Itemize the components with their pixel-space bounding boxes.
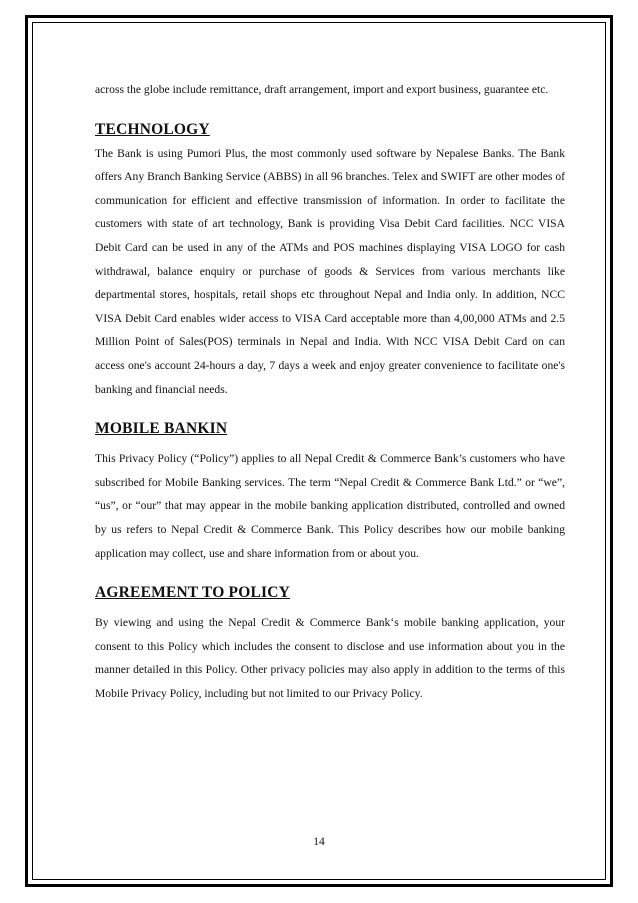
page-number: 14 [313, 836, 325, 848]
technology-paragraph: The Bank is using Pumori Plus, the most commonly used software by Nepalese Banks. The Bank offers Any Branch Banking Service (ABBS) in all 96 branches. Telex and SWIFT are other modes of communication for efficient and effective transmission of information. In order to facilitate the customers with state of art technology, Bank is providing Visa Debit Card facilities. NCC VISA Debit Card can be used in any of the ATMs and POS machines displaying VISA LOGO for cash withdrawal, balance enquiry or purchase of goods & Services from various merchants like departmental stores, hospitals, retail shops etc throughout Nepal and India only. In addition, NCC VISA Debit Card enables wider access to VISA Card acceptable more than 4,00,000 ATMs and 2.5 Million Point of Sales(POS) terminals in Nepal and India. With NCC VISA Debit Card on can access one's account 24-hours a day, 7 days a week and enjoy greater convenience to facilitate one's banking and financial needs. [95, 146, 565, 396]
intro-paragraph: across the globe include remittance, draft arrangement, import and export business, guarantee etc. [95, 83, 549, 96]
technology-heading: TECHNOLOGY [95, 120, 210, 138]
mobile-banking-heading: MOBILE BANKIN [95, 420, 228, 438]
mobile-banking-paragraph: This Privacy Policy (“Policy”) applies to all Nepal Credit & Commerce Bank’s customers who have subscribed for Mobile Banking services. The term “Nepal Credit & Commerce Bank Ltd.” or “we”, “us”, or “our” that may appear in the mobile banking application distributed, controlled and owned by us refers to Nepal Credit & Commerce Bank. This Policy describes how our mobile banking application may collect, use and share information from or about you. [95, 452, 565, 560]
agreement-heading: AGREEMENT TO POLICY [95, 584, 291, 602]
agreement-paragraph: By viewing and using the Nepal Credit & Commerce Bank‘s mobile banking application, your consent to this Policy which includes the consent to disclose and use information about you in the manner detailed in this Policy. Other privacy policies may also apply in addition to the terms of this Mobile Privacy Policy, including but not limited to our Privacy Policy. [95, 616, 565, 700]
page-content [95, 70, 565, 705]
